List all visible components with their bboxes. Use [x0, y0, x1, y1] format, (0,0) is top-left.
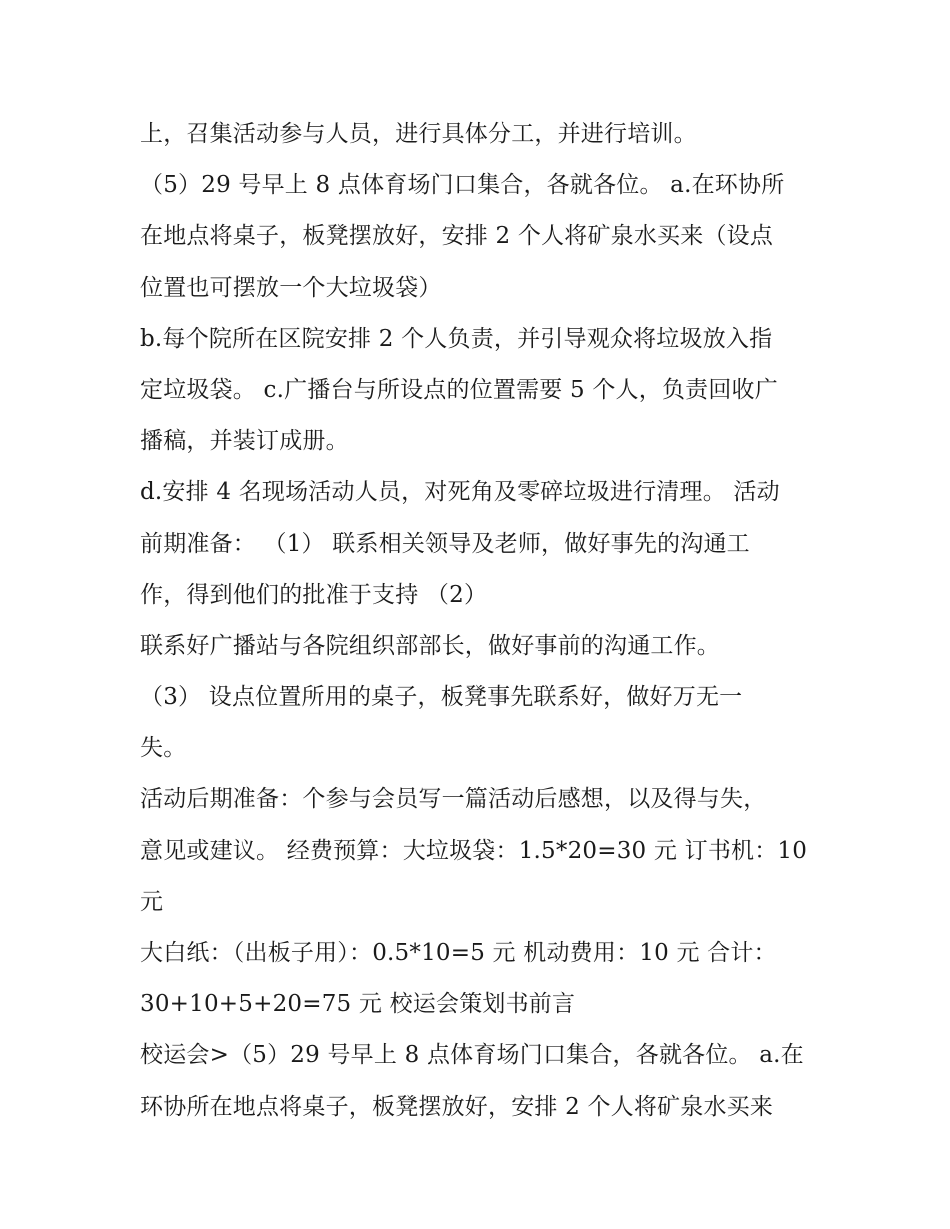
text-line-18: 30+10+5+20=75 元 校运会策划书前言 [140, 991, 576, 1018]
text-line-20: 环协所在地点将桌子，板凳摆放好，安排 2 个人将矿泉水买来 [140, 1093, 774, 1120]
text-line-3: 在地点将桌子，板凳摆放好，安排 2 个人将矿泉水买来（设点 [140, 223, 774, 250]
text-line-5: b.每个院所在区院安排 2 个人负责，并引导观众将垃圾放入指 [140, 325, 773, 352]
text-line-13: 失。 [140, 735, 187, 762]
text-line-4: 位置也可摆放一个大垃圾袋） [140, 274, 442, 301]
text-line-19: 校运会>（5）29 号早上 8 点体育场门口集合，各就各位。 a.在 [140, 1042, 804, 1069]
text-line-11: 联系好广播站与各院组织部部长，做好事前的沟通工作。 [140, 632, 720, 659]
text-line-2: （5）29 号早上 8 点体育场门口集合，各就各位。 a.在环协所 [140, 172, 785, 199]
text-line-8: d.安排 4 名现场活动人员，对死角及零碎垃圾进行清理。 活动 [140, 479, 780, 506]
text-line-12: （3） 设点位置所用的桌子，板凳事先联系好，做好万无一 [140, 684, 743, 711]
text-line-1: 上，召集活动参与人员，进行具体分工，并进行培训。 [140, 121, 697, 147]
text-line-9: 前期准备： （1） 联系相关领导及老师，做好事先的沟通工 [140, 530, 750, 557]
text-line-7: 播稿，并装订成册。 [140, 428, 349, 455]
document-body [140, 109, 820, 1133]
text-line-17: 大白纸：（出板子用）：0.5*10=5 元 机动费用：10 元 合计： [140, 940, 777, 966]
text-line-6: 定垃圾袋。 c.广播台与所设点的位置需要 5 个人，负责回收广 [140, 376, 778, 403]
text-line-14: 活动后期准备：个参与会员写一篇活动后感想，以及得与失， [140, 786, 767, 813]
text-line-10: 作，得到他们的批准于支持 （2） [140, 581, 488, 608]
text-line-15: 意见或建议。 经费预算：大垃圾袋：1.5*20=30 元 订书机：10 [140, 837, 808, 864]
text-line-16: 元 [140, 888, 164, 915]
